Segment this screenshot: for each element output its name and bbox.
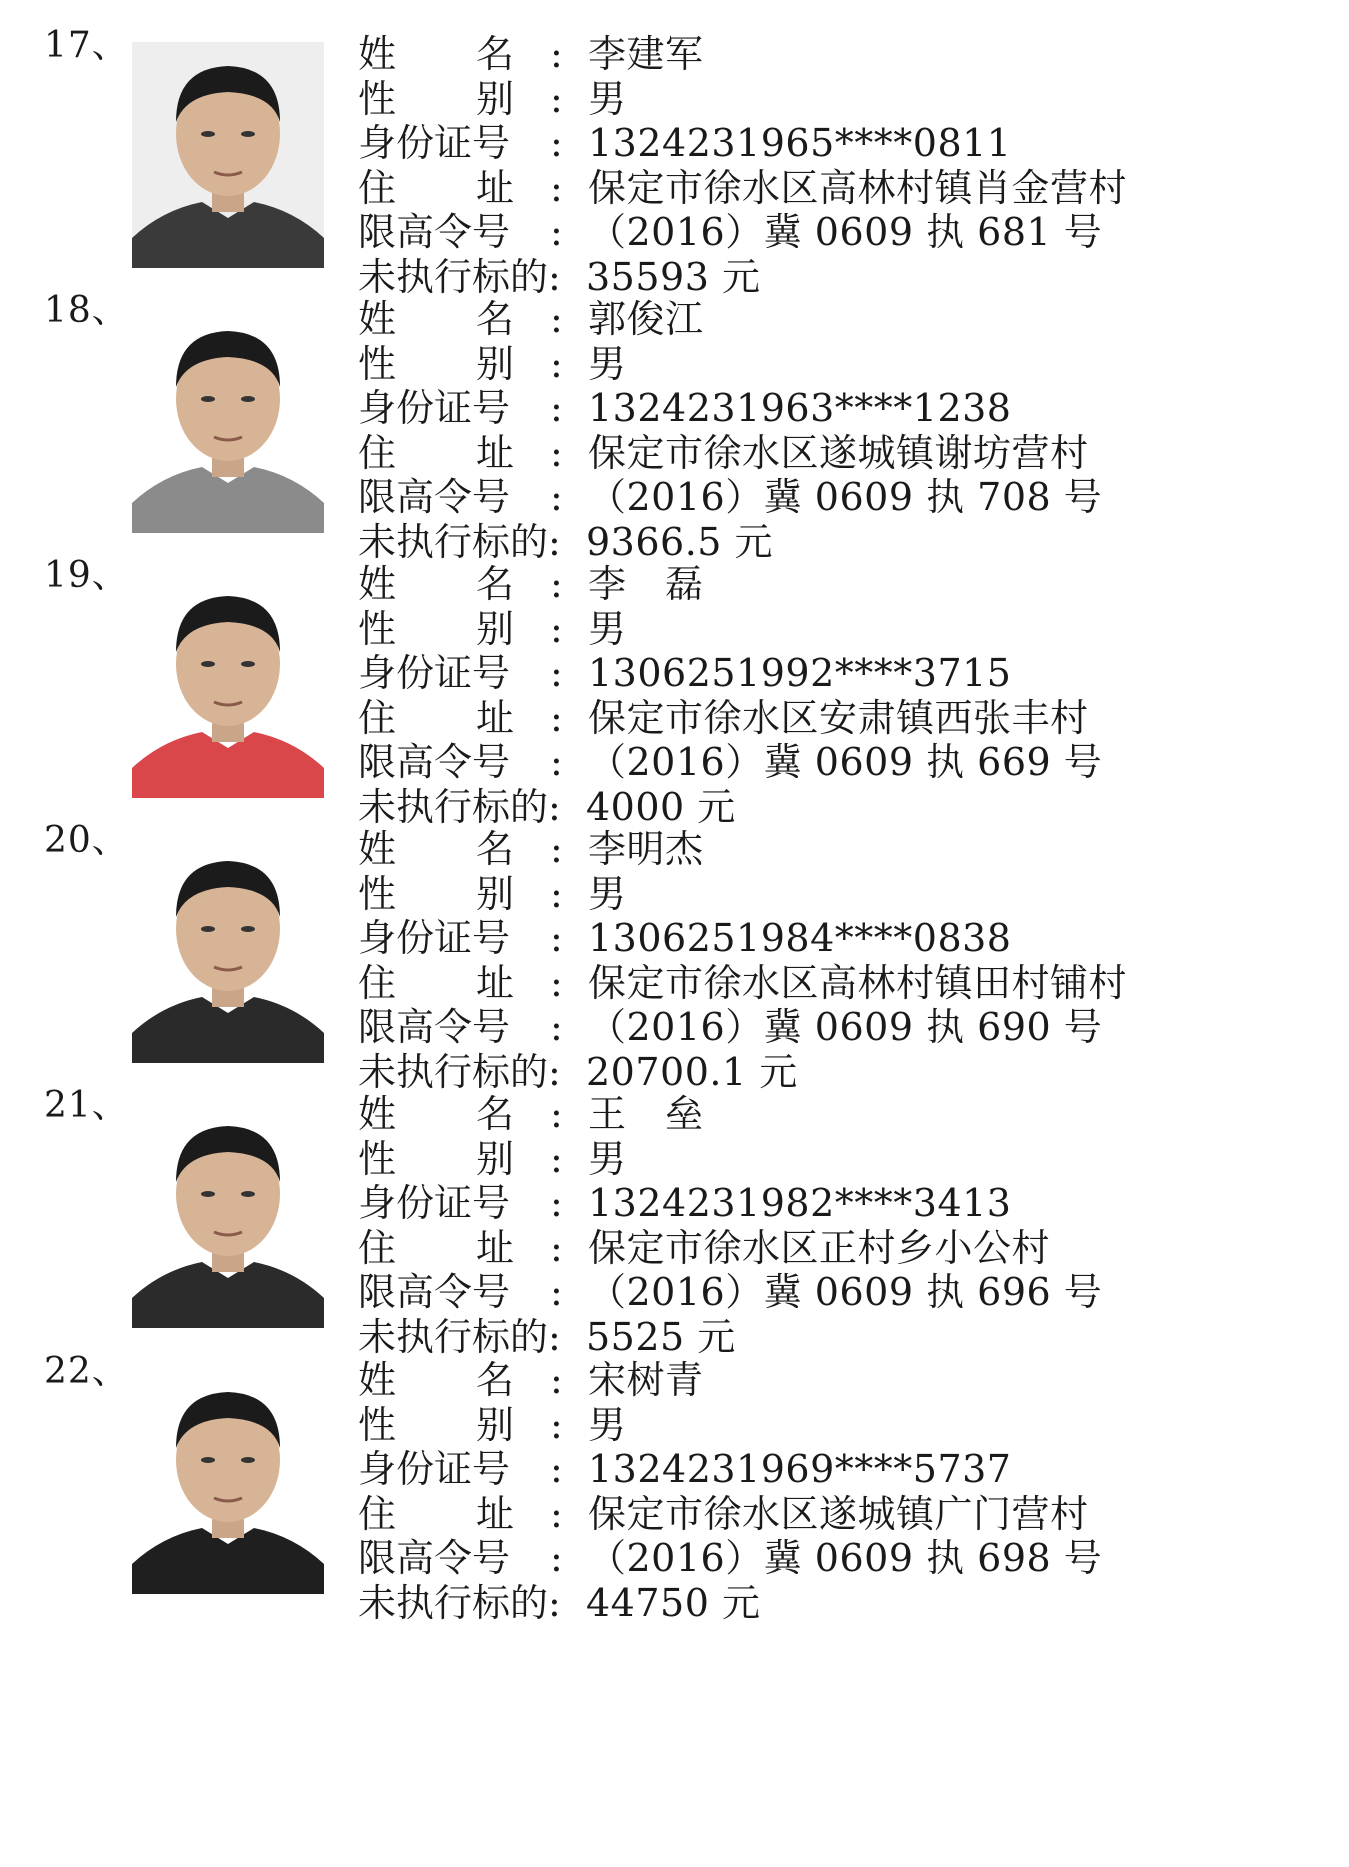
debtor-entry [0, 1350, 1349, 1650]
label-text-amount: 未执行标的: [358, 784, 561, 829]
label-text-amount: 未执行标的: [358, 519, 561, 564]
order-label [358, 1536, 558, 1580]
label-text-name_a: 姓 [358, 297, 397, 341]
label-text-gender_b: 别 [476, 341, 515, 386]
label-text-gender_b: 别 [476, 76, 515, 121]
label-text-name_b: 名 [476, 827, 515, 871]
id-label [358, 1447, 558, 1491]
name-value: 宋树青 [588, 1358, 704, 1402]
gender-label [358, 1403, 558, 1447]
name-label [358, 827, 558, 871]
amount-value: 35593 元 [586, 254, 761, 299]
label-text-id: 身份证号 [358, 386, 511, 431]
label-text-amount: 未执行标的: [358, 254, 561, 299]
id-value: 1324231969****5737 [588, 1447, 1012, 1492]
label-text-addr_a: 住 [358, 1491, 397, 1536]
amount-label [358, 1580, 561, 1625]
label-text-colon: : [550, 1402, 563, 1447]
address-value: 保定市徐水区遂城镇谢坊营村 [588, 430, 1089, 475]
label-text-addr_a: 住 [358, 695, 397, 740]
label-text-name_a: 姓 [358, 562, 397, 606]
address-label [358, 1226, 558, 1270]
name-value: 王 垒 [588, 1092, 704, 1136]
label-text-gender_b: 别 [476, 1136, 515, 1181]
entry-number: 20、 [44, 820, 129, 861]
gender-value: 男 [588, 76, 627, 121]
amount-value: 20700.1 元 [586, 1049, 798, 1094]
order-label [358, 210, 558, 254]
amount-value: 4000 元 [586, 784, 736, 829]
name-value: 郭俊江 [588, 297, 704, 341]
label-text-colon: : [550, 960, 563, 1005]
address-label [358, 696, 558, 740]
address-label [358, 961, 558, 1005]
name-label [358, 562, 558, 606]
order-label [358, 1270, 558, 1314]
id-value: 1324231963****1238 [588, 386, 1012, 431]
portrait-photo [132, 1102, 324, 1328]
gender-label [358, 77, 558, 121]
entry-number: 21、 [44, 1085, 129, 1126]
name-label [358, 1358, 558, 1402]
label-text-colon: : [550, 1358, 563, 1402]
label-text-colon: : [550, 562, 563, 606]
portrait-photo [132, 42, 324, 268]
name-label [358, 32, 558, 76]
label-text-addr_b: 址 [476, 165, 515, 210]
address-label [358, 166, 558, 210]
label-text-gender_b: 别 [476, 606, 515, 651]
label-text-colon: : [550, 1447, 563, 1492]
label-text-colon: : [550, 430, 563, 475]
label-text-name_a: 姓 [358, 32, 397, 76]
id-label [358, 386, 558, 430]
label-text-order: 限高令号 [358, 1536, 511, 1581]
id-label [358, 916, 558, 960]
amount-value: 5525 元 [586, 1314, 736, 1359]
label-text-gender_b: 别 [476, 1402, 515, 1447]
entry-number: 18、 [44, 290, 129, 331]
id-label [358, 1181, 558, 1225]
address-label [358, 431, 558, 475]
debtor-entry [0, 819, 1349, 1119]
label-text-addr_b: 址 [476, 430, 515, 475]
debtor-entry [0, 1084, 1349, 1384]
entry-number: 17、 [44, 25, 129, 66]
order-value: （2016）冀 0609 执 698 号 [588, 1536, 1103, 1581]
portrait-photo [132, 837, 324, 1063]
label-text-colon: : [550, 1005, 563, 1050]
order-value: （2016）冀 0609 执 681 号 [588, 210, 1103, 255]
address-value: 保定市徐水区遂城镇广门营村 [588, 1491, 1089, 1536]
label-text-addr_a: 住 [358, 430, 397, 475]
label-text-name_b: 名 [476, 562, 515, 606]
label-text-addr_b: 址 [476, 1491, 515, 1536]
debtor-entry [0, 554, 1349, 854]
portrait-photo [132, 307, 324, 533]
label-text-order: 限高令号 [358, 210, 511, 255]
label-text-colon: : [550, 827, 563, 871]
label-text-id: 身份证号 [358, 651, 511, 696]
address-value: 保定市徐水区正村乡小公村 [588, 1225, 1051, 1270]
order-label [358, 1005, 558, 1049]
order-value: （2016）冀 0609 执 669 号 [588, 740, 1103, 785]
id-value: 1324231965****0811 [588, 121, 1012, 166]
id-value: 1306251984****0838 [588, 916, 1012, 961]
label-text-gender_a: 性 [358, 1402, 397, 1447]
label-text-colon: : [550, 210, 563, 255]
label-text-amount: 未执行标的: [358, 1314, 561, 1359]
label-text-colon: : [550, 740, 563, 785]
label-text-colon: : [550, 1491, 563, 1536]
label-text-addr_b: 址 [476, 695, 515, 740]
label-text-order: 限高令号 [358, 1270, 511, 1315]
label-text-name_b: 名 [476, 297, 515, 341]
gender-value: 男 [588, 871, 627, 916]
debtor-entry [0, 289, 1349, 589]
amount-value: 44750 元 [586, 1580, 761, 1625]
label-text-colon: : [550, 606, 563, 651]
label-text-addr_a: 住 [358, 165, 397, 210]
id-value: 1324231982****3413 [588, 1181, 1012, 1226]
label-text-order: 限高令号 [358, 475, 511, 520]
name-value: 李建军 [588, 32, 704, 76]
label-text-id: 身份证号 [358, 1181, 511, 1226]
order-label [358, 475, 558, 519]
label-text-addr_a: 住 [358, 960, 397, 1005]
gender-label [358, 1137, 558, 1181]
amount-value: 9366.5 元 [586, 519, 774, 564]
label-text-colon: : [550, 32, 563, 76]
id-label [358, 651, 558, 695]
label-text-colon: : [550, 1136, 563, 1181]
label-text-id: 身份证号 [358, 121, 511, 166]
label-text-colon: : [550, 76, 563, 121]
label-text-gender_a: 性 [358, 606, 397, 651]
label-text-colon: : [550, 386, 563, 431]
label-text-amount: 未执行标的: [358, 1580, 561, 1625]
label-text-addr_b: 址 [476, 960, 515, 1005]
label-text-colon: : [550, 341, 563, 386]
name-label [358, 297, 558, 341]
label-text-id: 身份证号 [358, 1447, 511, 1492]
label-text-colon: : [550, 651, 563, 696]
address-value: 保定市徐水区高林村镇田村铺村 [588, 960, 1128, 1005]
gender-label [358, 872, 558, 916]
gender-value: 男 [588, 1402, 627, 1447]
label-text-colon: : [550, 475, 563, 520]
label-text-amount: 未执行标的: [358, 1049, 561, 1094]
label-text-addr_b: 址 [476, 1225, 515, 1270]
label-text-gender_b: 别 [476, 871, 515, 916]
address-label [358, 1492, 558, 1536]
label-text-gender_a: 性 [358, 76, 397, 121]
label-text-colon: : [550, 121, 563, 166]
label-text-order: 限高令号 [358, 1005, 511, 1050]
label-text-colon: : [550, 1270, 563, 1315]
label-text-name_b: 名 [476, 1358, 515, 1402]
address-value: 保定市徐水区高林村镇肖金营村 [588, 165, 1128, 210]
label-text-colon: : [550, 695, 563, 740]
label-text-gender_a: 性 [358, 871, 397, 916]
label-text-order: 限高令号 [358, 740, 511, 785]
order-value: （2016）冀 0609 执 696 号 [588, 1270, 1103, 1315]
label-text-name_a: 姓 [358, 827, 397, 871]
label-text-colon: : [550, 1536, 563, 1581]
label-text-gender_a: 性 [358, 341, 397, 386]
label-text-colon: : [550, 871, 563, 916]
name-label [358, 1092, 558, 1136]
label-text-name_b: 名 [476, 32, 515, 76]
label-text-colon: : [550, 297, 563, 341]
label-text-colon: : [550, 1181, 563, 1226]
entry-number: 19、 [44, 555, 129, 596]
gender-label [358, 607, 558, 651]
portrait-photo [132, 572, 324, 798]
label-text-colon: : [550, 1092, 563, 1136]
order-label [358, 740, 558, 784]
label-text-addr_a: 住 [358, 1225, 397, 1270]
id-label [358, 121, 558, 165]
label-text-name_a: 姓 [358, 1092, 397, 1136]
id-value: 1306251992****3715 [588, 651, 1012, 696]
gender-label [358, 342, 558, 386]
portrait-photo [132, 1368, 324, 1594]
entry-number: 22、 [44, 1351, 129, 1392]
debtor-entry [0, 24, 1349, 324]
gender-value: 男 [588, 1136, 627, 1181]
address-value: 保定市徐水区安肃镇西张丰村 [588, 695, 1089, 740]
name-value: 李 磊 [588, 562, 704, 606]
gender-value: 男 [588, 341, 627, 386]
label-text-name_a: 姓 [358, 1358, 397, 1402]
gender-value: 男 [588, 606, 627, 651]
label-text-name_b: 名 [476, 1092, 515, 1136]
order-value: （2016）冀 0609 执 708 号 [588, 475, 1103, 520]
order-value: （2016）冀 0609 执 690 号 [588, 1005, 1103, 1050]
label-text-colon: : [550, 916, 563, 961]
label-text-id: 身份证号 [358, 916, 511, 961]
label-text-gender_a: 性 [358, 1136, 397, 1181]
label-text-colon: : [550, 1225, 563, 1270]
label-text-colon: : [550, 165, 563, 210]
name-value: 李明杰 [588, 827, 704, 871]
